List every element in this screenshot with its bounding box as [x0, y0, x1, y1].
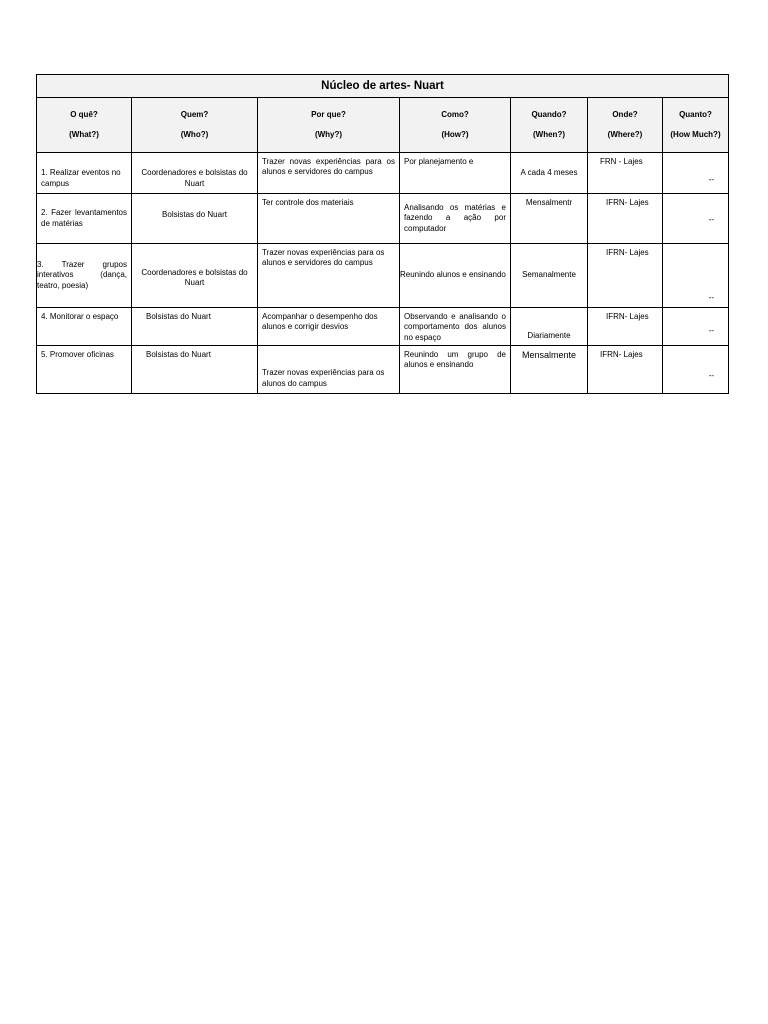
header-how — [400, 98, 511, 153]
cell-when: Semanalmente — [511, 244, 588, 308]
header-what — [37, 98, 132, 153]
cell-when: A cada 4 meses — [511, 153, 588, 194]
header-why — [258, 98, 400, 153]
cell-how: Reunindo um grupo de alunos e ensinando — [400, 346, 511, 394]
cell-who: Coordenadores e bolsistas do Nuart — [132, 244, 258, 308]
table-row — [37, 194, 729, 244]
cell-who: Bolsistas do Nuart — [132, 346, 258, 394]
header-what-pt: O quê? — [70, 109, 98, 119]
action-plan-table — [36, 74, 729, 394]
header-how-pt: Como? — [441, 109, 469, 119]
cell-how: Analisando os matérias e fazendo a ação por computador — [400, 194, 511, 244]
header-when-pt: Quando? — [531, 109, 567, 119]
cell-what: 1. Realizar eventos no campus — [37, 153, 132, 194]
table-row — [37, 346, 729, 394]
header-how-much — [663, 98, 729, 153]
table-title: Núcleo de artes- Nuart — [37, 75, 729, 98]
cell-how: Por planejamento e — [400, 153, 511, 194]
header-what-en: (What?) — [69, 130, 99, 139]
cell-how-much: -- — [663, 244, 729, 308]
cell-what: 2. Fazer levantamentos de matérias — [37, 194, 132, 244]
header-how-much-en: (How Much?) — [670, 130, 721, 139]
header-when-en: (When?) — [533, 130, 565, 139]
header-who-pt: Quem? — [180, 109, 209, 119]
header-where — [588, 98, 663, 153]
cell-why: Trazer novas experiências para os alunos e servidores do campus — [258, 153, 400, 194]
cell-how-much: -- — [663, 308, 729, 346]
cell-where: IFRN- Lajes — [588, 194, 663, 244]
cell-what: 4. Monitorar o espaço — [37, 308, 132, 346]
header-row — [37, 98, 729, 153]
cell-where: FRN - Lajes — [588, 153, 663, 194]
nuart-5w2h-sheet — [36, 74, 728, 394]
cell-when: Diariamente — [511, 308, 588, 346]
header-where-pt: Onde? — [612, 109, 638, 119]
cell-where: IFRN- Lajes — [588, 308, 663, 346]
cell-who: Bolsistas do Nuart — [132, 308, 258, 346]
header-when — [511, 98, 588, 153]
cell-when: Mensalmentr — [511, 194, 588, 244]
cell-why: Ter controle dos materiais — [258, 194, 400, 244]
cell-how-much: -- — [663, 194, 729, 244]
cell-why: Trazer novas experiências para os alunos do campus — [258, 346, 400, 394]
table-row — [37, 308, 729, 346]
cell-how: Observando e analisando o comportamento dos alunos no espaço — [400, 308, 511, 346]
header-who — [132, 98, 258, 153]
header-where-en: (Where?) — [607, 130, 643, 139]
table-row — [37, 153, 729, 194]
cell-how-much: -- — [663, 346, 729, 394]
cell-who: Bolsistas do Nuart — [132, 194, 258, 244]
cell-what: 5. Promover oficinas — [37, 346, 132, 394]
cell-how: Reunindo alunos e ensinando — [400, 244, 511, 308]
cell-why: Acompanhar o desempenho dos alunos e corrigir desvios — [258, 308, 400, 346]
cell-when: Mensalmente — [511, 346, 588, 394]
cell-what: 3. Trazer grupos interativos (dança, teatro, poesia) — [37, 244, 132, 308]
cell-how-much: -- — [663, 153, 729, 194]
cell-where: IFRN- Lajes — [588, 244, 663, 308]
cell-where: IFRN- Lajes — [588, 346, 663, 394]
header-how-en: (How?) — [441, 130, 469, 139]
header-why-pt: Por que? — [311, 109, 346, 119]
header-who-en: (Who?) — [180, 130, 209, 139]
cell-why: Trazer novas experiências para os alunos e servidores do campus — [258, 244, 400, 308]
table-row — [37, 244, 729, 308]
cell-who: Coordenadores e bolsistas do Nuart — [132, 153, 258, 194]
header-how-much-pt: Quanto? — [679, 109, 712, 119]
header-why-en: (Why?) — [314, 130, 343, 139]
